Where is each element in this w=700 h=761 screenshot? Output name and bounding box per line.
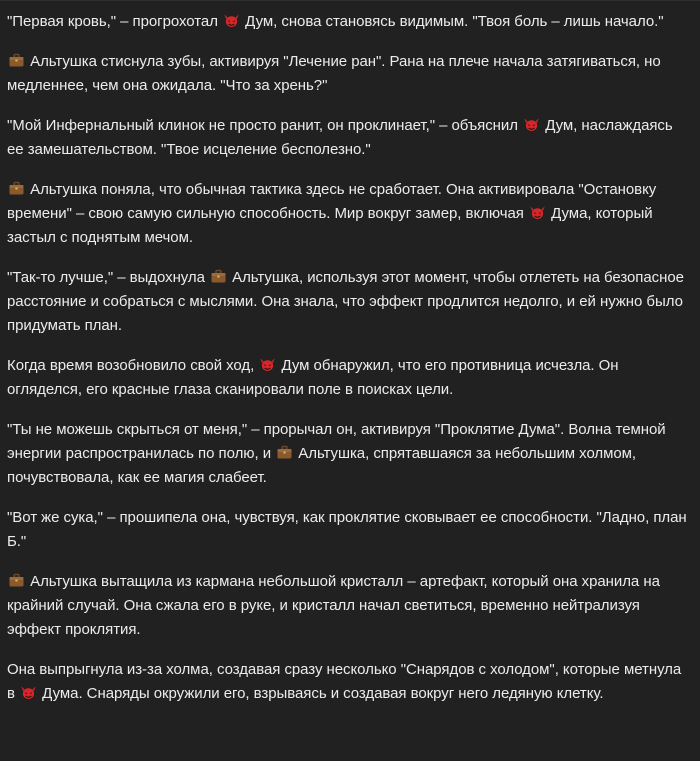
paragraph-text: "Первая кровь," – прогрохотал: [7, 13, 223, 30]
paragraph-text: Альтушка вытащила из кармана небольшой кристалл – артефакт, который она хранила на крайний случай. Она сжала его в руке, и кристалл начал светиться, временно нейтрализуя эффект проклятия.: [7, 573, 660, 638]
paragraph-text: Когда время возобновило свой ход,: [7, 357, 259, 374]
paragraph-text: Дум, снова становясь видимым. "Твоя боль – лишь начало.": [241, 13, 664, 30]
briefcase-emoji-icon: [8, 53, 25, 68]
story-paragraph: [7, 114, 687, 162]
briefcase-emoji-icon: [276, 445, 293, 460]
briefcase-emoji-icon: [210, 269, 227, 284]
story-paragraph: [7, 266, 687, 338]
paragraph-text: "Вот же сука," – прошипела она, чувствуя, как проклятие сковывает ее способности. "Ладно, план Б.": [7, 509, 687, 550]
paragraph-text: "Ты не можешь скрыться от меня," – прорычал он, активируя "Проклятие Дума". Волна темной энергии распространилась по полю, и: [7, 421, 666, 462]
paragraph-text: Она выпрыгнула из-за холма, создавая сразу несколько "Снарядов с холодом", которые метнула в: [7, 661, 682, 702]
devil-emoji-icon: [20, 685, 37, 700]
story-paragraph: [7, 570, 687, 642]
story-paragraph: [7, 178, 687, 250]
story-paragraph: [7, 506, 687, 554]
paragraph-text: Альтушка, используя этот момент, чтобы отлететь на безопасное расстояние и собраться с мыслями. Она знала, что эффект продлится недолго, и ей нужно было придумать план.: [7, 269, 684, 334]
paragraph-text: Альтушка стиснула зубы, активируя "Лечение ран". Рана на плече начала затягиваться, но медленнее, чем она ожидала. "Что за хрень?": [7, 53, 661, 94]
story-paragraph: [7, 354, 687, 402]
paragraph-text: "Так-то лучше," – выдохнула: [7, 269, 210, 286]
paragraph-text: Альтушка, спрятавшаяся за небольшим холмом, почувствовала, как ее магия слабеет.: [7, 445, 637, 486]
paragraph-text: Дум обнаружил, что его противница исчезла. Он огляделся, его красные глаза сканировали поле в поисках цели.: [7, 357, 619, 398]
chat-message-content: [7, 10, 687, 722]
paragraph-text: "Мой Инфернальный клинок не просто ранит, он проклинает," – объяснил: [7, 117, 523, 134]
briefcase-emoji-icon: [8, 573, 25, 588]
top-divider: [0, 0, 700, 1]
briefcase-emoji-icon: [8, 181, 25, 196]
paragraph-text: Дума, который застыл с поднятым мечом.: [7, 205, 653, 246]
paragraph-text: Дум, наслаждаясь ее замешательством. "Твое исцеление бесполезно.": [7, 117, 673, 158]
paragraph-text: Альтушка поняла, что обычная тактика здесь не сработает. Она активировала "Остановку времени" – свою самую сильную способность. Мир вокруг замер, включая: [7, 181, 657, 222]
story-paragraph: [7, 658, 687, 706]
story-paragraph: [7, 418, 687, 490]
story-paragraph: [7, 10, 687, 34]
story-paragraph: [7, 50, 687, 98]
devil-emoji-icon: [259, 357, 276, 372]
devil-emoji-icon: [223, 13, 240, 28]
paragraph-text: Дума. Снаряды окружили его, взрываясь и создавая вокруг него ледяную клетку.: [38, 685, 604, 702]
devil-emoji-icon: [523, 117, 540, 132]
devil-emoji-icon: [529, 205, 546, 220]
